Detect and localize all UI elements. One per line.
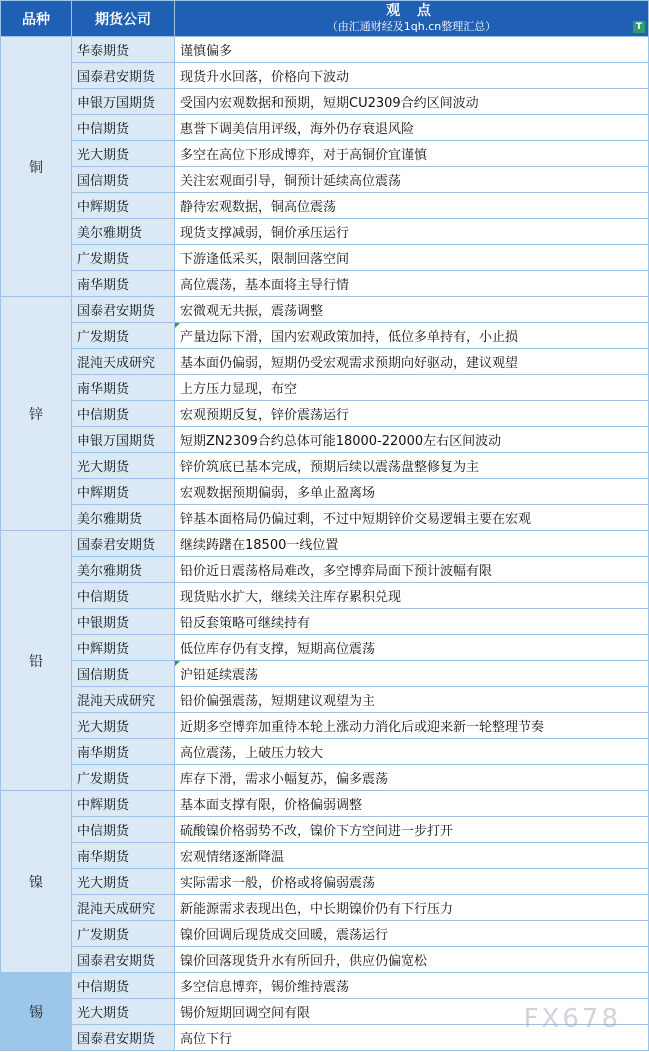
company-cell: 广发期货 <box>72 323 175 349</box>
company-cell: 南华期货 <box>72 739 175 765</box>
company-cell: 申银万国期货 <box>72 427 175 453</box>
category-cell: 镍 <box>1 791 72 973</box>
view-cell: 镍价回落现货升水有所回升，供应仍偏宽松 <box>175 947 649 973</box>
company-cell: 光大期货 <box>72 141 175 167</box>
view-cell: 宏观情绪逐渐降温 <box>175 843 649 869</box>
view-cell: 铅反套策略可继续持有 <box>175 609 649 635</box>
table-row <box>1 479 649 505</box>
view-cell: 多空在高位下形成博弈，对于高铜价宜谨慎 <box>175 141 649 167</box>
table-row <box>1 505 649 531</box>
company-cell: 美尔雅期货 <box>72 557 175 583</box>
table-row <box>1 765 649 791</box>
table-row <box>1 557 649 583</box>
company-cell: 中信期货 <box>72 115 175 141</box>
table-row <box>1 895 649 921</box>
table-row <box>1 375 649 401</box>
view-cell: 谨慎偏多 <box>175 37 649 63</box>
view-cell: 短期ZN2309合约总体可能18000-22000左右区间波动 <box>175 427 649 453</box>
company-cell: 国泰君安期货 <box>72 1025 175 1051</box>
table-row <box>1 869 649 895</box>
company-cell: 南华期货 <box>72 375 175 401</box>
company-cell: 混沌天成研究 <box>72 687 175 713</box>
company-cell: 光大期货 <box>72 869 175 895</box>
company-cell: 中辉期货 <box>72 479 175 505</box>
table-row <box>1 323 649 349</box>
company-cell: 中辉期货 <box>72 635 175 661</box>
view-cell: 宏观数据预期偏弱，多单止盈离场 <box>175 479 649 505</box>
company-cell: 中信期货 <box>72 401 175 427</box>
category-cell: 铅 <box>1 531 72 791</box>
company-cell: 中辉期货 <box>72 193 175 219</box>
view-cell: 高位震荡，基本面将主导行情 <box>175 271 649 297</box>
company-cell: 国信期货 <box>72 661 175 687</box>
header-company: 期货公司 <box>72 1 175 37</box>
table-row <box>1 193 649 219</box>
table-row <box>1 947 649 973</box>
table-row <box>1 739 649 765</box>
view-cell: 近期多空博弈加重待本轮上涨动力消化后或迎来新一轮整理节奏 <box>175 713 649 739</box>
table-row <box>1 531 649 557</box>
company-cell: 广发期货 <box>72 921 175 947</box>
header-category: 品种 <box>1 1 72 37</box>
view-cell: 现货升水回落，价格向下波动 <box>175 63 649 89</box>
company-cell: 国信期货 <box>72 167 175 193</box>
tag-badge-icon[interactable]: T <box>633 21 645 33</box>
company-cell: 混沌天成研究 <box>72 349 175 375</box>
company-cell: 南华期货 <box>72 271 175 297</box>
table-row <box>1 609 649 635</box>
view-cell: 库存下滑，需求小幅复苏，偏多震荡 <box>175 765 649 791</box>
view-cell: 基本面仍偏弱，短期仍受宏观需求预期向好驱动，建议观望 <box>175 349 649 375</box>
table-row <box>1 817 649 843</box>
view-cell: 铅价近日震荡格局难改，多空博弈局面下预计波幅有限 <box>175 557 649 583</box>
company-cell: 中信期货 <box>72 583 175 609</box>
company-cell: 广发期货 <box>72 245 175 271</box>
view-cell: 下游逢低采买，限制回落空间 <box>175 245 649 271</box>
view-cell: 上方压力显现，布空 <box>175 375 649 401</box>
view-cell: 锌基本面格局仍偏过剩，不过中短期锌价交易逻辑主要在宏观 <box>175 505 649 531</box>
view-cell: 现货支撑减弱，铜价承压运行 <box>175 219 649 245</box>
header-view-title: 观 点 <box>386 2 437 19</box>
table-row <box>1 219 649 245</box>
company-cell: 美尔雅期货 <box>72 505 175 531</box>
view-cell: 受国内宏观数据和预期，短期CU2309合约区间波动 <box>175 89 649 115</box>
view-cell: 铅价偏强震荡，短期建议观望为主 <box>175 687 649 713</box>
view-cell: 基本面支撑有限，价格偏弱调整 <box>175 791 649 817</box>
view-cell: 沪铅延续震荡 <box>175 661 649 687</box>
view-cell: 新能源需求表现出色，中长期镍价仍有下行压力 <box>175 895 649 921</box>
table-row <box>1 245 649 271</box>
company-cell: 中信期货 <box>72 817 175 843</box>
company-cell: 光大期货 <box>72 713 175 739</box>
table-row <box>1 167 649 193</box>
table-row <box>1 401 649 427</box>
table-row <box>1 427 649 453</box>
table-row <box>1 115 649 141</box>
company-cell: 中银期货 <box>72 609 175 635</box>
company-cell: 国泰君安期货 <box>72 63 175 89</box>
view-cell: 锡价短期回调空间有限 <box>175 999 649 1025</box>
view-cell: 惠誉下调美信用评级，海外仍存衰退风险 <box>175 115 649 141</box>
company-cell: 中辉期货 <box>72 791 175 817</box>
view-cell: 产量边际下滑，国内宏观政策加持，低位多单持有，小止损 <box>175 323 649 349</box>
company-cell: 中信期货 <box>72 973 175 999</box>
category-cell: 锡 <box>1 973 72 1051</box>
view-cell: 低位库存仍有支撑，短期高位震荡 <box>175 635 649 661</box>
table-row <box>1 141 649 167</box>
view-cell: 高位下行 <box>175 1025 649 1051</box>
view-cell: 高位震荡，上破压力较大 <box>175 739 649 765</box>
view-cell: 继续踌躇在18500一线位置 <box>175 531 649 557</box>
view-cell: 实际需求一般，价格或将偏弱震荡 <box>175 869 649 895</box>
table-row <box>1 297 649 323</box>
company-cell: 国泰君安期货 <box>72 947 175 973</box>
company-cell: 国泰君安期货 <box>72 297 175 323</box>
view-cell: 现货贴水扩大，继续关注库存累积兑现 <box>175 583 649 609</box>
table-row <box>1 921 649 947</box>
company-cell: 南华期货 <box>72 843 175 869</box>
table-row <box>1 973 649 999</box>
table-row <box>1 635 649 661</box>
category-cell: 铜 <box>1 37 72 297</box>
header-view <box>175 1 649 37</box>
view-cell: 关注宏观面引导，铜预计延续高位震荡 <box>175 167 649 193</box>
table-row <box>1 687 649 713</box>
view-cell: 多空信息博弈，锡价维持震荡 <box>175 973 649 999</box>
company-cell: 华泰期货 <box>72 37 175 63</box>
view-cell: 静待宏观数据，铜高位震荡 <box>175 193 649 219</box>
view-cell: 硫酸镍价格弱势不改，镍价下方空间进一步打开 <box>175 817 649 843</box>
category-cell: 锌 <box>1 297 72 531</box>
company-cell: 光大期货 <box>72 999 175 1025</box>
view-cell: 镍价回调后现货成交回暖，震荡运行 <box>175 921 649 947</box>
table-row <box>1 89 649 115</box>
table-row <box>1 713 649 739</box>
company-cell: 国泰君安期货 <box>72 531 175 557</box>
view-cell: 宏观预期反复，锌价震荡运行 <box>175 401 649 427</box>
table-row <box>1 661 649 687</box>
table-row <box>1 37 649 63</box>
view-cell: 锌价筑底已基本完成，预期后续以震荡盘整修复为主 <box>175 453 649 479</box>
company-cell: 光大期货 <box>72 453 175 479</box>
table-row <box>1 271 649 297</box>
company-cell: 申银万国期货 <box>72 89 175 115</box>
company-cell: 广发期货 <box>72 765 175 791</box>
company-cell: 混沌天成研究 <box>72 895 175 921</box>
view-cell: 宏微观无共振，震荡调整 <box>175 297 649 323</box>
table-row <box>1 843 649 869</box>
table-row <box>1 791 649 817</box>
table-row <box>1 583 649 609</box>
header-view-subtitle: （由汇通财经及1qh.cn整理汇总） <box>326 19 497 33</box>
header-row <box>1 1 649 37</box>
watermark: FX678 <box>523 1004 621 1034</box>
table-row <box>1 63 649 89</box>
table-row <box>1 453 649 479</box>
table-row <box>1 349 649 375</box>
company-cell: 美尔雅期货 <box>72 219 175 245</box>
